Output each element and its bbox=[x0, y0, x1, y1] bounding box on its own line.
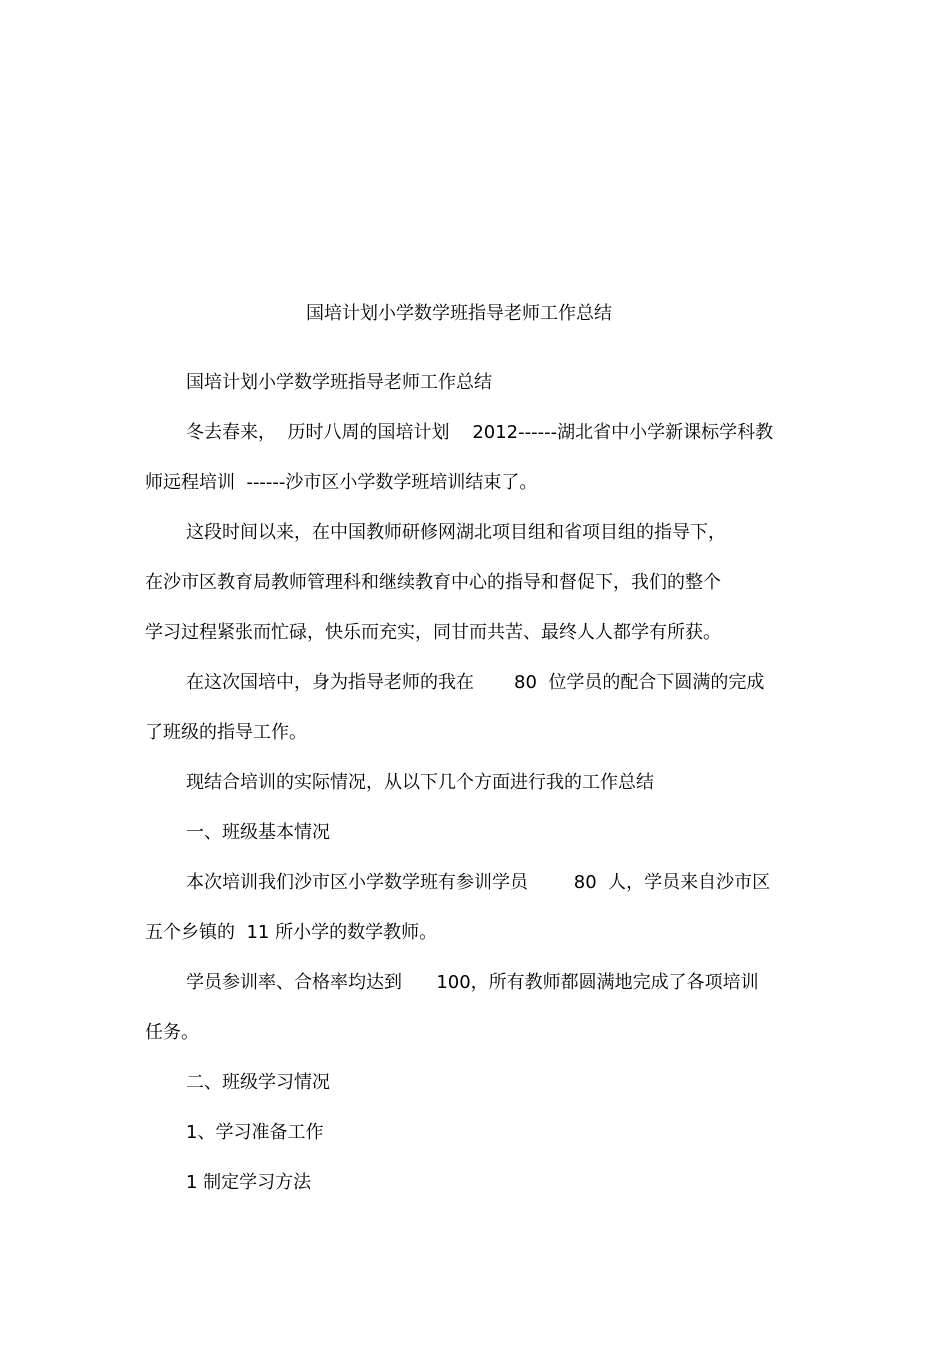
paragraph-line: 任务。 bbox=[145, 1022, 199, 1043]
paragraph-line: 这段时间以来，在中国教师研修网湖北项目组和省项目组的指导下， bbox=[186, 522, 726, 543]
paragraph-line: 现结合培训的实际情况，从以下几个方面进行我的工作总结 bbox=[186, 772, 654, 793]
paragraph-line: 本次培训我们沙市区小学数学班有参训学员 80 人，学员来自沙市区 bbox=[186, 872, 771, 893]
paragraph-line: 学员参训率、合格率均达到 100，所有教师都圆满地完成了各项培训 bbox=[186, 972, 759, 993]
paragraph-line: 冬去春来， 历时八周的国培计划 2012------湖北省中小学新课标学科教 bbox=[186, 422, 774, 443]
document-title: 国培计划小学数学班指导老师工作总结 bbox=[306, 303, 612, 324]
paragraph-line: 师远程培训 ------沙市区小学数学班培训结束了。 bbox=[145, 472, 538, 493]
paragraph-line: 在沙市区教育局教师管理科和继续教育中心的指导和督促下，我们的整个 bbox=[145, 572, 721, 593]
paragraph-line: 了班级的指导工作。 bbox=[145, 722, 307, 743]
paragraph-subtitle: 国培计划小学数学班指导老师工作总结 bbox=[186, 372, 492, 393]
paragraph-line: 五个乡镇的 11 所小学的数学教师。 bbox=[145, 922, 438, 943]
subsection-heading: 1 制定学习方法 bbox=[186, 1172, 312, 1193]
section-heading: 一、班级基本情况 bbox=[186, 822, 330, 843]
paragraph-line: 学习过程紧张而忙碌，快乐而充实，同甘而共苦、最终人人都学有所获。 bbox=[145, 622, 721, 643]
section-heading: 二、班级学习情况 bbox=[186, 1072, 330, 1093]
subsection-heading: 1、学习准备工作 bbox=[186, 1122, 324, 1143]
paragraph-line: 在这次国培中，身为指导老师的我在 80 位学员的配合下圆满的完成 bbox=[186, 672, 765, 693]
